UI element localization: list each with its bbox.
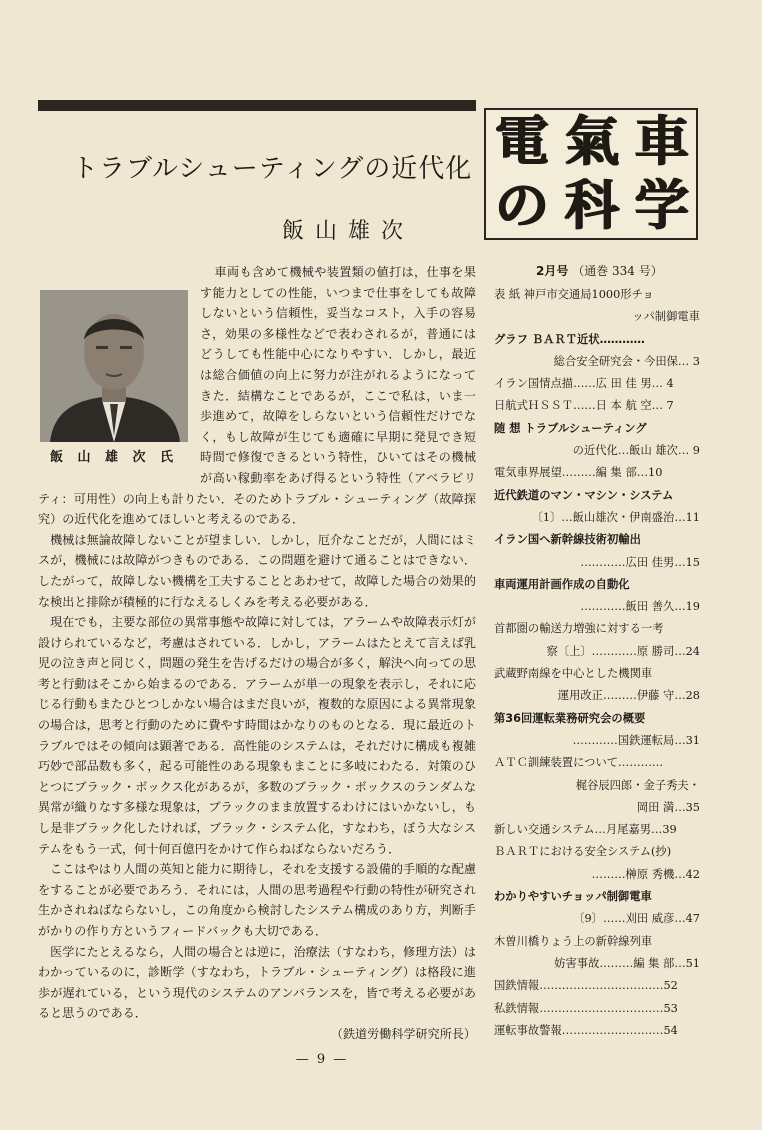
toc-line: 新しい交通システム…月尾嘉男…39: [494, 823, 677, 837]
toc-line: 運転事故警報………………………54: [494, 1023, 678, 1037]
page-number: — 9 —: [295, 1052, 349, 1067]
toc-line: 随 想 トラブルシューティング: [494, 421, 647, 435]
toc-line: イラン国情点描……広 田 佳 男… 4: [494, 377, 674, 391]
masthead-char: 科: [564, 174, 618, 237]
toc-line: ＢＡＲＴにおける安全システム(抄): [494, 845, 672, 859]
toc-line: 近代鉄道のマン・マシン・システム: [494, 488, 674, 502]
toc-line: 国鉄情報……………………………52: [494, 979, 678, 993]
toc-line: 〔9〕……刈田 威彦…47: [573, 912, 700, 926]
photo-caption: 飯 山 雄 次 氏: [49, 450, 179, 465]
toc-line: ッパ制御電車: [632, 310, 700, 324]
toc-line: ＡＴＣ訓練装置について…………: [494, 756, 664, 770]
issue-volume: （通巻 334 号）: [572, 264, 663, 278]
toc-line: 運用改正………伊藤 守…28: [557, 689, 700, 703]
article-author: 飯山雄次: [282, 219, 415, 244]
toc-line: 妨害事故………編 集 部…51: [554, 956, 700, 970]
masthead-char: 電: [494, 110, 548, 173]
photo-float-space: [38, 262, 200, 470]
masthead-char: 氣: [564, 110, 618, 173]
author-affiliation: （鉄道労働科学研究所長）: [330, 1026, 476, 1041]
toc-line: …………国鉄運転局…31: [572, 733, 700, 747]
toc-line: わかりやすいチョッパ制御電車: [494, 890, 652, 904]
toc-line: 木曽川橋りょう上の新幹線列車: [494, 934, 653, 948]
paragraph-1: 車両も含めて機械や装置類の値打は，仕事を果す能力としての性能，いつまで仕事をしても故障しないという信頼性，妥当なコスト，入手の容易さ，効果の多様性などで表わされるが，普通にはどうしても性能中心になりやすい．しかし，最近は総合価値の向上に努力が注がれるようになってきた．結構なことであるが，ここで私は，いま一歩進めて，故障をしらないという信頼性だけでなく，もし故障が生じても適確に早期に発見でき短時間で修復できるという特性，ひいてはその機械が高い稼動率をあげ得るという特性（アベラビリティ：可用性）の向上も計りたい．そのためトラブル・シューティング（故障探究）の近代化を進めてほしいと考えるのである．: [38, 265, 476, 527]
masthead-char: 車: [634, 110, 688, 173]
toc-line: …………広田 佳男…15: [580, 555, 700, 569]
header-rule: [38, 100, 476, 111]
toc-line: 〔1〕…飯山雄次・伊南盛治…11: [531, 510, 700, 524]
toc-line: 私鉄情報……………………………53: [494, 1001, 678, 1015]
paragraph-5: 医学にたとえるなら，人間の場合とは逆に，治療法（すなわち，修理方法）はわかっているのに，診断学（すなわち，トラブル・シューティング）は格段に進歩が遅れている，という現代のシステムのアンバランスを，皆で考える必要があると思うのである．: [38, 944, 476, 1021]
toc-line: 武蔵野南線を中心とした機関車: [494, 667, 653, 681]
toc-line: 察〔上〕…………原 勝司…24: [546, 644, 700, 658]
issue-info: [536, 262, 663, 279]
toc-line: 電気車界展望………編 集 部…10: [494, 466, 663, 480]
toc-line: ………榊原 秀機…42: [591, 867, 700, 881]
toc-line: 岡田 満…35: [636, 800, 700, 814]
toc-line: 第36回運転業務研究会の概要: [494, 711, 646, 725]
masthead-char: の: [494, 174, 548, 237]
paragraph-4: ここはやはり人間の英知と能力に期待し，それを支援する設備的手順的な配慮をすることが必要であろう．それには，人間の思考過程や行動の特性が研究され生かされねばならないし，この角度から検討したシステム構成のあり方，判断手がかりの作り方というフィードバックも大切である．: [38, 862, 476, 938]
toc-line: 総合安全研究会・今田保… 3: [553, 354, 700, 368]
toc-line: 日航式ＨＳＳＴ……日 本 航 空… 7: [494, 399, 674, 413]
masthead-char: 学: [634, 174, 688, 237]
toc-line: …………飯田 善久…19: [580, 600, 700, 614]
toc-line: 表 紙 神戸市交通局1000形チョ: [494, 288, 654, 301]
issue-month: 2月号: [536, 264, 569, 278]
paragraph-2: 機械は無論故障しないことが望ましい．しかし，厄介なことだが，人間にはミスが，機械には故障がつきものである．この問題を避けて通ることはできない．したがって，故障しない機構を工夫することとあわせて，故障した場合の効果的な検出と排除が積極的に行なえるしくみを考える必要がある．: [38, 532, 476, 609]
article-body: [38, 262, 476, 1045]
toc-line: 首都圏の輸送力増強に対する一考: [494, 622, 664, 636]
toc-line: イラン国へ新幹線技術初輸出: [494, 533, 641, 547]
article-title: トラブルシューティングの近代化: [72, 154, 473, 184]
toc-line: グラフ ＢＡＲＴ近状…………: [494, 332, 645, 346]
toc-line: 梶谷辰四郎・金子秀夫・: [575, 778, 700, 792]
toc-line: の近代化…飯山 雄次… 9: [572, 444, 700, 458]
magazine-masthead: [484, 108, 698, 240]
toc-line: 車両運用計画作成の自動化: [494, 577, 630, 591]
paragraph-3: 現在でも，主要な部位の異常事態や故障に対しては，アラームや故障表示灯が設けられているなど，考慮はされている．しかし，アラームはたとえて言えば乳児の泣き声と同じく，問題の発生を告げるだけの場合が多く，解決へ向っての思考と行動はそこから始まるのである．アラームが単一の現象を表示し，それに応じる行動もまたひとつしかない場合はまだ良いが，複数的な原因による異常現象の場合は，思考と行動のために費やす時間はかなりのものとなる．現に最近のトラブルではその傾向は顕著である．高性能のシステムは，それだけに構成も複雑巧妙で部品数も多く，起る可能性のある現象もまことに多岐にわたる．対策のひとつにブラック・ボックス化があるが，多数のブラック・ボックスのランダムな異常が織りなす多様な現象は，ブラックのまま放置するわけにはいかないし，もし是非ブラック化したければ，ブラック・システム化，すなわち，ぼう大なシステムをもう一式，何十何百億円をかけて作らねばならないだろう．: [38, 615, 476, 856]
table-of-contents: [494, 284, 700, 1042]
